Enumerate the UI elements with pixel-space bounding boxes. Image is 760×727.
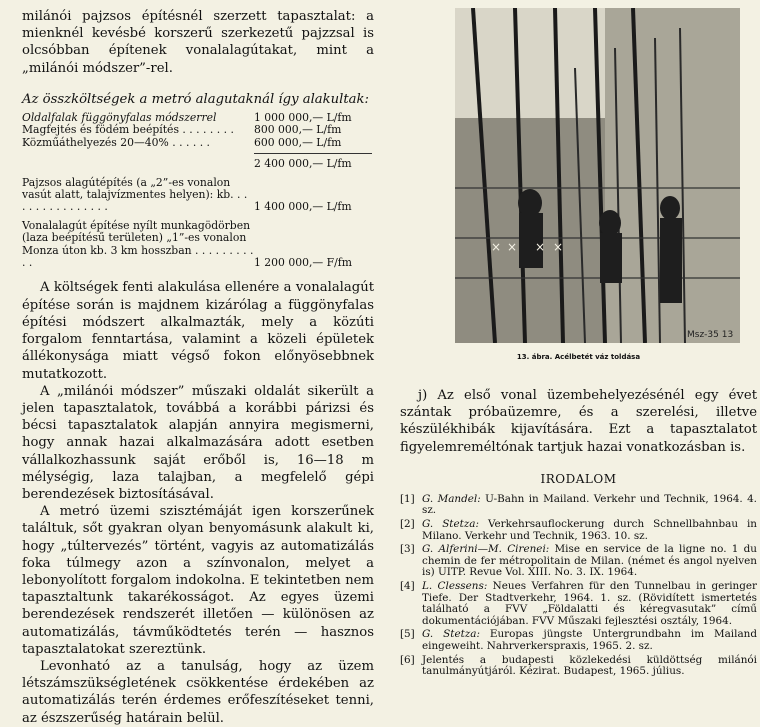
reference-number: [6] [400, 653, 415, 666]
svg-text:×: × [491, 240, 502, 254]
cost-label: Pajzsos alagútépítés (a „2”-es vonalon vasút alatt, talajvízmentes helyen): kb. . . . . . . . . . . . . . . . [22, 175, 248, 214]
cost-table [22, 112, 374, 269]
cost-value: 1 000 000,— L/fm [254, 111, 352, 125]
references-heading: IRODALOM [540, 471, 617, 486]
reference-text: Jelentés a budapesti közlekedési küldöttség milánói tanulmányútjáról. Kézirat. Budapest, 1965. július. [422, 653, 757, 678]
reference-author: L. Clessens: [422, 579, 488, 592]
reference-author: G. Mandel: [422, 492, 481, 505]
body-paragraph: A metró üzemi szisztémáját igen korszerűnek találtuk, sőt gyakran olyan benyomásunk alakult ki, hogy „túltervezés” történt, vagyis az automatizálás foka túlmegy azon a színvonalon, melyet a lebonyolított forgalom indokolna. E tekintetben nem tapasztaltunk takarékosságot. Az egyes üzemi berendezések rendszerét illetően — különösen az automatizálás, távműködtetés terén — hasznos tapasztalatokat szereztünk. [22, 504, 374, 657]
reference-author: G. Alferini—M. Cirenei: [422, 543, 550, 556]
cost-label: Magfejtés és födém beépítés . . . . . . . . [22, 123, 234, 137]
cost-value: 1 400 000,— L/fm [254, 200, 352, 214]
reference-number: [4] [400, 579, 415, 592]
cost-value: 800 000,— L/fm [254, 123, 342, 137]
references-list [400, 494, 757, 678]
svg-text:×: × [507, 240, 518, 254]
reference-item [400, 519, 757, 542]
reference-text: Europas jüngste Untergrundbahn im Mailand eingeweiht. Nahrverkerspraxis, 1965. 2. sz. [422, 628, 757, 652]
cost-value: 600 000,— L/fm [254, 135, 342, 149]
photo-mark: Msz-35 13 [687, 330, 734, 340]
cost-row [22, 220, 374, 270]
left-column [22, 8, 374, 727]
right-column [400, 8, 757, 680]
reference-author: G. Stetza: [422, 518, 479, 530]
reference-number: [3] [400, 543, 415, 556]
cost-row [22, 177, 374, 214]
photo-illustration [455, 8, 740, 343]
reference-text: U-Bahn in Mailand. Verkehr und Technik, 1964. 4. sz. [422, 492, 757, 517]
figure-photo [455, 8, 740, 343]
cost-row [22, 137, 374, 149]
reference-number: [5] [400, 628, 415, 641]
body-paragraph: Levonható az a tanulság, hogy az üzem létszámszükségletének csökkentése érdekében az automatizálás terén érdemes erőfeszítéseket tenni, az észszerűség határain belül. [22, 658, 374, 726]
figure-caption: 13. ábra. Acélbetét váz toldása [516, 353, 641, 361]
reference-author: G. Stetza: [422, 628, 480, 641]
cost-row [22, 124, 374, 136]
cost-total: 2 400 000,— L/fm [254, 153, 372, 170]
cost-heading: Az összköltségek a metró alagutaknál így alakultak: [22, 91, 369, 107]
svg-text:×: × [553, 240, 564, 254]
reference-item [400, 581, 757, 627]
body-paragraph: A „milánói módszer” műszaki oldalát sikerült a jelen tapasztalatok, továbbá a korábbi párizsi és bécsi tapasztalatok alapján annyira megismerni, hogy annak hazai alkalmazására adott esetben vállalkozhassunk saját erőből is, 16—18 m mélységig, laza talajban, a megfelelő gépi berendezések biztosításával. [22, 383, 374, 502]
reference-text: Neues Verfahren für den Tunnelbau in geringer Tiefe. Der Stadtverkehr, 1964. 1. sz. (Rövidített ismertetés található a FVV „Földalatti és kéregvasutak” című dokumentációjában. FVV Műszaki fejlesztési osztály, 1964. [422, 579, 757, 627]
reference-number: [2] [400, 518, 415, 530]
body-paragraph: A költségek fenti alakulása ellenére a vonalalagút építése során is majdnem kizárólag a függönyfalas építési módszert alkalmazták, mely a közúti forgalom fenntartása, valamint a közeli épületek állékonysága miatt végső fokon előnyösebbnek mutatkozott. [22, 280, 374, 382]
reference-text: Verkehrsauflockerung durch Schnellbahnbau in Milano. Verkehr und Technik, 1963. 10. sz. [422, 518, 757, 542]
cost-value: 1 200 000,— F/fm [254, 256, 352, 270]
reference-item [400, 494, 757, 517]
reference-text: Mise en service de la ligne no. 1 du chemin de fer métropolitain de Milan. (német és angol nyelven is) UITP. Revue Vol. XIII. No. 3. IX. 1964. [422, 543, 757, 579]
reference-item [400, 655, 757, 678]
reference-item [400, 544, 757, 579]
intro-paragraph: milánói pajzsos építésnél szerzett tapasztalat: a mienknél kevésbé korszerű szerkezetű pajzzsal is olcsóbban építenek vonalalagútakat, mint a „milánói módszer”-rel. [22, 9, 374, 76]
svg-text:×: × [535, 240, 546, 254]
cost-label: Közműáthelyezés 20—40% . . . . . . [22, 135, 210, 149]
reference-item [400, 629, 757, 652]
cost-label: Oldalfalak függönyfalas módszerrel [22, 111, 217, 125]
reference-number: [1] [400, 492, 415, 505]
cost-label: Vonalalagút építése nyílt munkagödörben (laza beépítésű területen) „1”-es vonalon Monza úton kb. 3 km hosszban . . . . . . . . . . . [22, 218, 254, 270]
body-paragraph: j) Az első vonal üzembehelyezésénél egy évet szántak próbaüzemre, és a szerelési, illetve készülékhibák kijavítására. Ezt a tapasztalatot figyelemreméltónak tartjuk hazai vonatkozásban is. [400, 388, 757, 455]
